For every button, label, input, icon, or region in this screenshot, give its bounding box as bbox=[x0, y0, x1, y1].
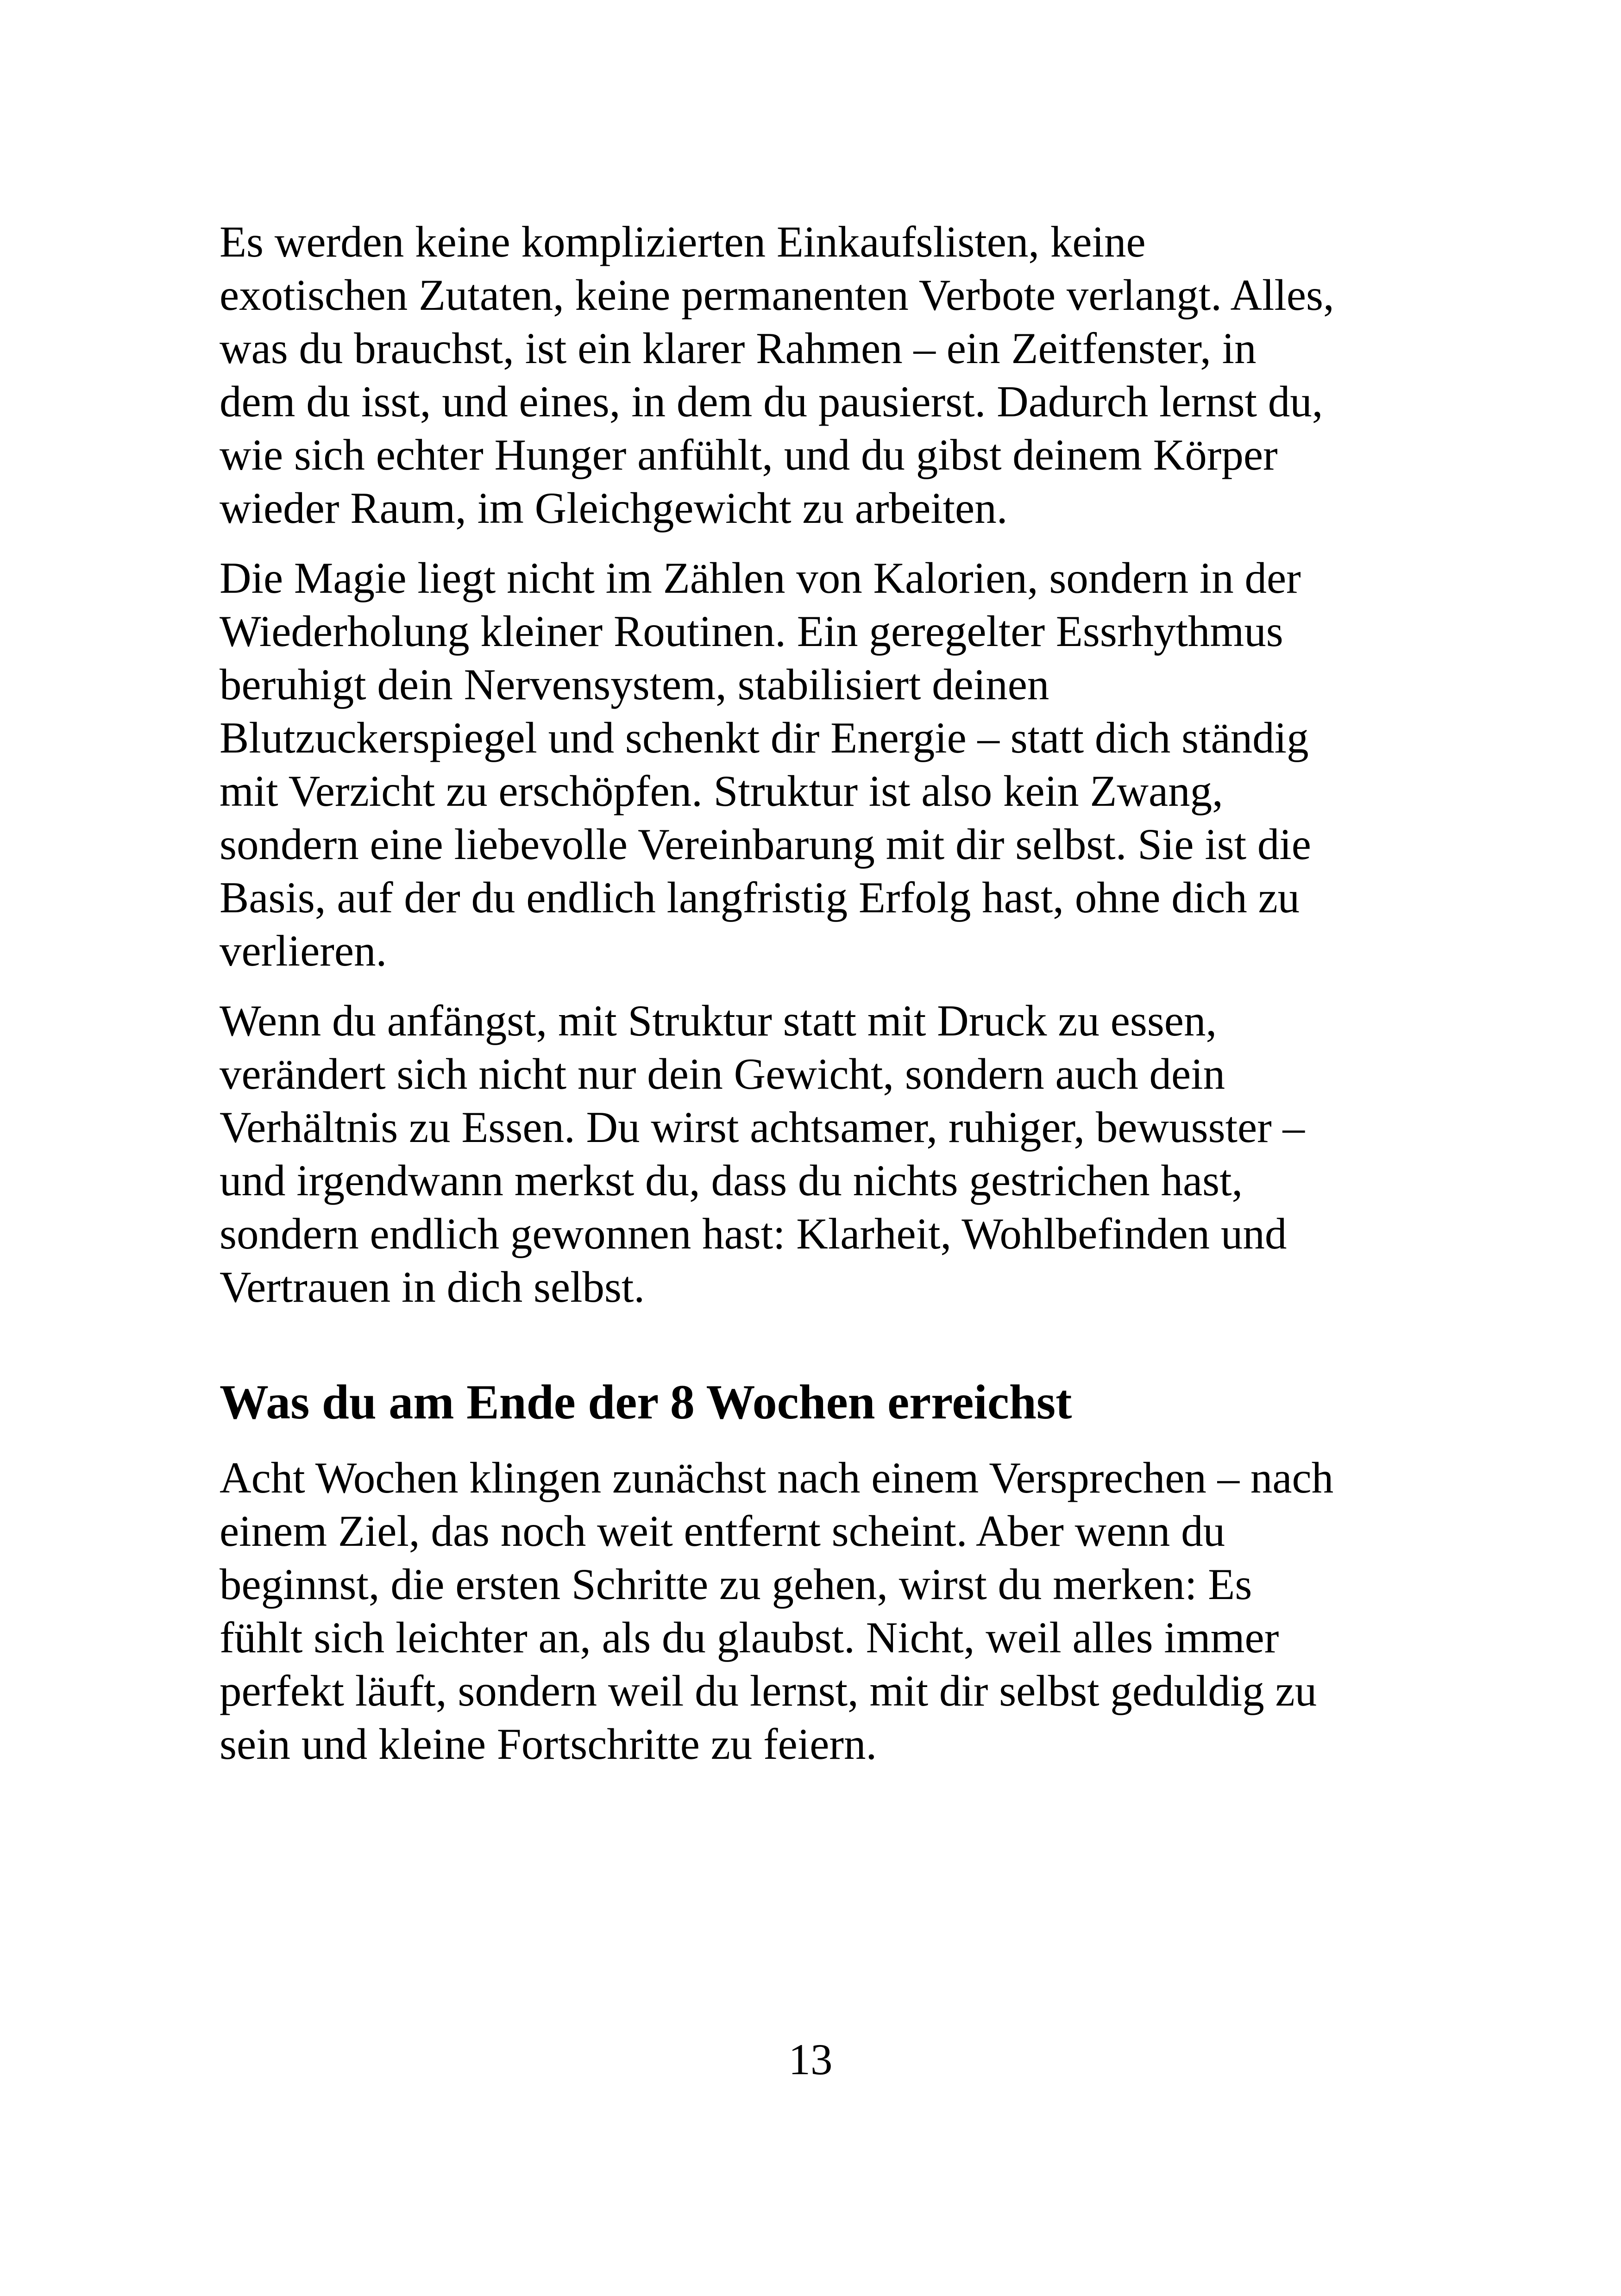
text-line: sondern eine liebevolle Vereinbarung mit dir selbst. Sie ist die bbox=[220, 820, 1311, 869]
paragraph-spacing bbox=[220, 978, 1424, 994]
text-line: wie sich echter Hunger anfühlt, und du gibst deinem Körper bbox=[220, 430, 1278, 479]
page-body bbox=[220, 215, 1424, 1771]
text-line: Basis, auf der du endlich langfristig Erfolg hast, ohne dich zu bbox=[220, 873, 1300, 922]
text-line: verändert sich nicht nur dein Gewicht, sondern auch dein bbox=[220, 1049, 1225, 1098]
text-line: Die Magie liegt nicht im Zählen von Kalorien, sondern in der bbox=[220, 553, 1301, 602]
paragraph-2 bbox=[220, 552, 1424, 978]
text-line: fühlt sich leichter an, als du glaubst. Nicht, weil alles immer bbox=[220, 1613, 1279, 1662]
text-line: Vertrauen in dich selbst. bbox=[220, 1262, 645, 1311]
section-heading: Was du am Ende der 8 Wochen erreichst bbox=[220, 1375, 1072, 1429]
text-line: beruhigt dein Nervensystem, stabilisiert deinen bbox=[220, 660, 1049, 709]
page-number: 13 bbox=[788, 2035, 833, 2084]
section-paragraph bbox=[220, 1451, 1424, 1771]
text-line: Acht Wochen klingen zunächst nach einem Versprechen – nach bbox=[220, 1453, 1334, 1502]
text-line: sondern endlich gewonnen hast: Klarheit, Wohlbefinden und bbox=[220, 1209, 1287, 1258]
text-line: mit Verzicht zu erschöpfen. Struktur ist also kein Zwang, bbox=[220, 766, 1223, 816]
text-line: sein und kleine Fortschritte zu feiern. bbox=[220, 1719, 877, 1769]
text-line: Wiederholung kleiner Routinen. Ein geregelter Essrhythmus bbox=[220, 607, 1283, 656]
paragraph-spacing bbox=[220, 535, 1424, 552]
text-line: beginnst, die ersten Schritte zu gehen, wirst du merken: Es bbox=[220, 1560, 1252, 1609]
text-line: verlieren. bbox=[220, 926, 387, 975]
paragraph-1 bbox=[220, 215, 1424, 535]
text-line: wieder Raum, im Gleichgewicht zu arbeiten. bbox=[220, 483, 1008, 533]
text-line: Wenn du anfängst, mit Struktur statt mit Druck zu essen, bbox=[220, 996, 1217, 1045]
text-line: Blutzuckerspiegel und schenkt dir Energie – statt dich ständig bbox=[220, 713, 1309, 762]
text-line: Verhältnis zu Essen. Du wirst achtsamer, ruhiger, bewusster – bbox=[220, 1103, 1305, 1152]
text-line: perfekt läuft, sondern weil du lernst, mit dir selbst geduldig zu bbox=[220, 1666, 1317, 1715]
text-line: und irgendwann merkst du, dass du nichts gestrichen hast, bbox=[220, 1156, 1243, 1205]
text-line: dem du isst, und eines, in dem du pausierst. Dadurch lernst du, bbox=[220, 377, 1323, 426]
text-line: einem Ziel, das noch weit entfernt scheint. Aber wenn du bbox=[220, 1506, 1225, 1556]
paragraph-3 bbox=[220, 994, 1424, 1314]
text-line: was du brauchst, ist ein klarer Rahmen – ein Zeitfenster, in bbox=[220, 324, 1257, 373]
text-line: Es werden keine komplizierten Einkaufslisten, keine bbox=[220, 217, 1146, 266]
text-line: exotischen Zutaten, keine permanenten Verbote verlangt. Alles, bbox=[220, 270, 1334, 320]
